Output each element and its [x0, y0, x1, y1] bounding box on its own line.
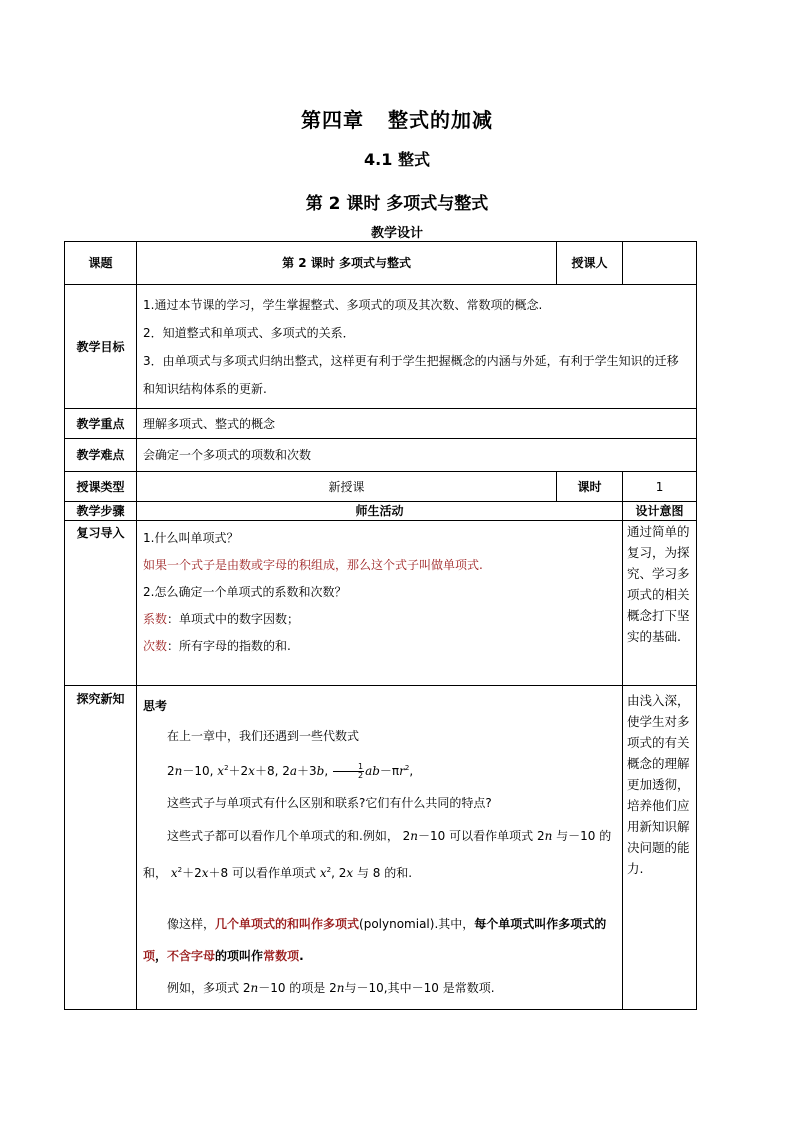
review-cell	[137, 521, 623, 686]
coef-term: 系数	[143, 612, 168, 626]
activities-label: 师生活动	[137, 502, 623, 521]
focus-value: 理解多项式、整式的概念	[137, 409, 697, 439]
difficulty-value: 会确定一个多项式的项数和次数	[137, 439, 697, 472]
review-degree	[143, 633, 616, 660]
explore-intent: 由浅入深，使学生对多项式的有关概念的理解更加透彻，培养他们应用新知识解决问题的能力.	[623, 686, 697, 1010]
explore-p4: 像这样，几个单项式的和叫作多项式(polynomial).其中，每个单项式叫作多项式的项，不含字母的项叫作常数项.	[143, 917, 607, 963]
review-row	[65, 521, 697, 686]
lesson-plan-table	[64, 241, 697, 1010]
chapter-title: 第四章 整式的加减	[301, 108, 493, 132]
section-title: 4.1 整式	[364, 150, 430, 169]
explore-p2: 这些式子与单项式有什么区别和联系?它们有什么共同的特点?	[167, 796, 492, 810]
goals-row	[65, 285, 697, 409]
teacher-label: 授课人	[557, 242, 623, 285]
expr-list: 2n－10, $x^2+2x+8$, 2a＋3b, $\frac{1}{2}$ $ab-\pi r^2$,	[167, 762, 414, 780]
degree-def: ：所有字母的指数的和.	[167, 639, 291, 653]
review-answer-1: 如果一个式子是由数或字母的积组成，那么这个式子叫做单项式.	[143, 558, 483, 572]
topic-row	[65, 242, 697, 285]
steps-header-row	[65, 502, 697, 521]
type-row	[65, 472, 697, 502]
review-intent: 通过简单的复习，为探究、学习多项式的相关概念打下坚实的基础.	[623, 521, 697, 686]
coef-def: ：单项式中的数字因数；	[167, 612, 300, 626]
review-label: 复习导入	[65, 521, 137, 686]
explore-row	[65, 686, 697, 1010]
teacher-value	[623, 242, 697, 285]
explore-p3: 这些式子都可以看作几个单项式的和.例如， 2n－10 可以看作单项式 2n 与－10 的和， $x^2+2x+8$ 可以看作单项式 $x^2$, 2x 与 8 的和.	[143, 829, 612, 880]
spacer	[143, 890, 616, 908]
goals-cell	[137, 285, 697, 409]
fraction: $\frac{1}{2}$	[333, 763, 364, 780]
review-coef	[143, 606, 616, 633]
degree-term: 次数	[143, 639, 168, 653]
intent-label: 设计意图	[623, 502, 697, 521]
explore-p1: 在上一章中，我们还遇到一些代数式	[167, 729, 360, 743]
explore-p5: 例如，多项式 2n－10 的项是 2n与－10,其中－10 是常数项.	[167, 981, 495, 995]
difficulty-row	[65, 439, 697, 472]
focus-label: 教学重点	[65, 409, 137, 439]
goal-item: 2．知道整式和单项式、多项式的关系．	[143, 325, 355, 340]
hours-value: 1	[623, 472, 697, 502]
goal-item: 1.通过本节课的学习，学生掌握整式、多项式的项及其次数、常数项的概念.	[143, 297, 543, 312]
hours-label: 课时	[557, 472, 623, 502]
type-label: 授课类型	[65, 472, 137, 502]
goals-label: 教学目标	[65, 285, 137, 409]
explore-expressions	[143, 752, 616, 787]
topic-value: 第 2 课时 多项式与整式	[137, 242, 557, 285]
topic-label: 课题	[65, 242, 137, 285]
steps-label: 教学步骤	[65, 502, 137, 521]
review-question-2: 2.怎么确定一个单项式的系数和次数？	[143, 585, 347, 599]
think-heading: 思考	[143, 699, 168, 713]
focus-row	[65, 409, 697, 439]
type-value: 新授课	[137, 472, 557, 502]
explore-label: 探究新知	[65, 686, 137, 1010]
lesson-title: 第 2 课时 多项式与整式	[305, 194, 489, 214]
difficulty-label: 教学难点	[65, 439, 137, 472]
review-question-1: 1.什么叫单项式？	[143, 531, 239, 545]
explore-cell	[137, 686, 623, 1010]
design-label: 教学设计	[370, 226, 423, 241]
goal-item: 3．由单项式与多项式归纳出整式，这样更有利于学生把握概念的内涵与外延，有利于学生知识的迁移和知识结构体系的更新.	[143, 353, 679, 396]
